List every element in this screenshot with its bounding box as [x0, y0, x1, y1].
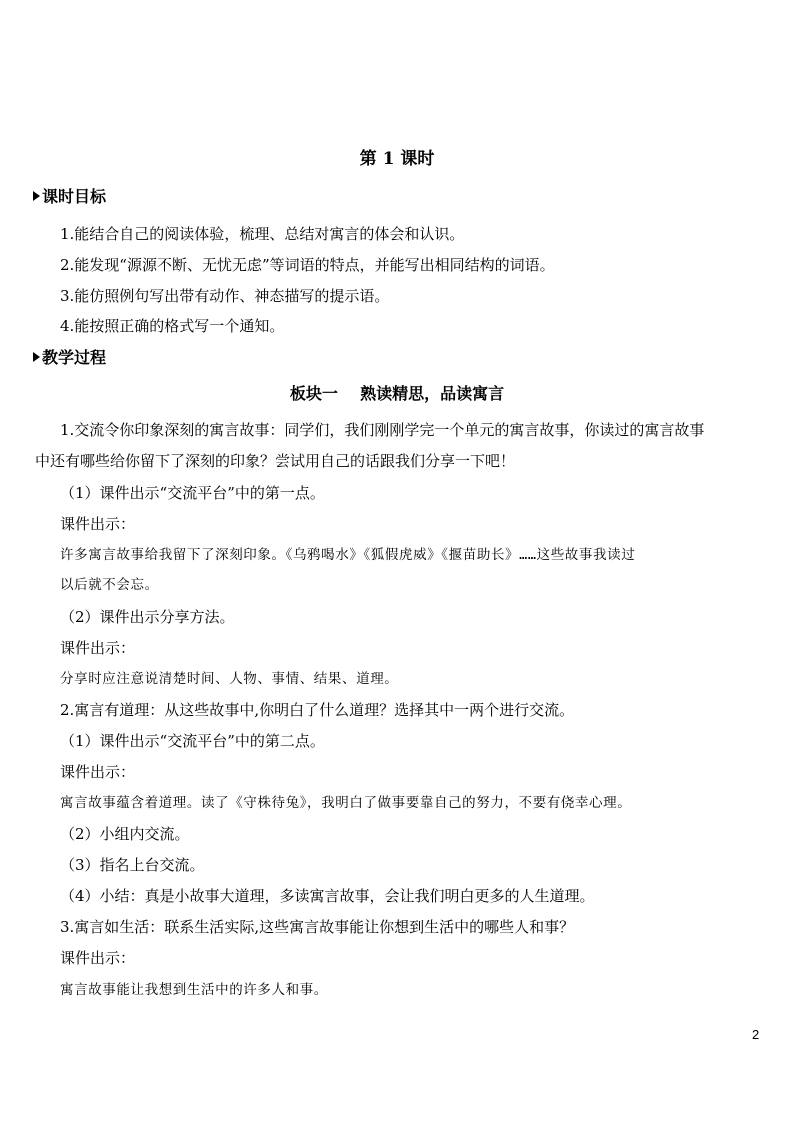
triangle-bullet-icon	[33, 352, 40, 362]
process-line: （2）课件出示分享方法。	[60, 608, 235, 626]
page-number: 2	[752, 1027, 760, 1042]
goal-item: 1.能结合自己的阅读体验，梳理、总结对寓言的体会和认识。	[60, 225, 465, 243]
process-line: 2.寓言有道理：从这些故事中,你明白了什么道理？选择其中一两个进行交流。	[60, 701, 575, 719]
process-heading-text: 教学过程	[42, 348, 107, 367]
process-line: （4）小结：真是小故事大道理，多读寓言故事，会让我们明白更多的人生道理。	[60, 887, 595, 905]
block-title: 板块一 熟读精思，品读寓言	[289, 384, 505, 403]
courseware-quote: 以后就不会忘。	[60, 577, 159, 593]
goals-heading-text: 课时目标	[42, 187, 107, 206]
goal-item: 3.能仿照例句写出带有动作、神态描写的提示语。	[60, 287, 390, 305]
process-line: 课件出示：	[60, 949, 136, 967]
goals-heading	[33, 187, 106, 207]
goal-item: 2.能发现“源源不断、无忧无虑”等词语的特点，并能写出相同结构的词语。	[60, 256, 555, 274]
process-line: （1）课件出示“交流平台”中的第一点。	[60, 484, 325, 502]
courseware-quote: 寓言故事蕴含着道理。读了《守株待兔》，我明白了做事要靠自己的努力，不要有侥幸心理。	[60, 795, 632, 811]
process-line: 课件出示：	[60, 639, 136, 657]
process-line: （1）课件出示“交流平台”中的第二点。	[60, 732, 325, 750]
courseware-quote: 许多寓言故事给我留下了深刻印象。《乌鸦喝水》《狐假虎威》《揠苗助长》……这些故事我读过	[60, 547, 636, 563]
process-line: 1.交流令你印象深刻的寓言故事：同学们，我们刚刚学完一个单元的寓言故事，你读过的寓言故事	[60, 421, 705, 439]
courseware-quote: 寓言故事能让我想到生活中的许多人和事。	[60, 982, 328, 998]
process-line: 中还有哪些给你留下了深刻的印象？尝试用自己的话跟我们分享一下吧！	[35, 452, 516, 470]
goal-item: 4.能按照正确的格式写一个通知。	[60, 317, 285, 335]
process-line: （2）小组内交流。	[60, 825, 190, 843]
process-line: （3）指名上台交流。	[60, 856, 205, 874]
lesson-title: 第 1 课时	[359, 149, 435, 169]
process-line: 课件出示：	[60, 515, 136, 533]
triangle-bullet-icon	[33, 191, 40, 201]
process-line: 课件出示：	[60, 763, 136, 781]
courseware-quote: 分享时应注意说清楚时间、人物、事情、结果、道理。	[60, 671, 399, 687]
process-line: 3.寓言如生活：联系生活实际,这些寓言故事能让你想到生活中的哪些人和事？	[60, 918, 575, 936]
process-heading	[33, 348, 106, 368]
